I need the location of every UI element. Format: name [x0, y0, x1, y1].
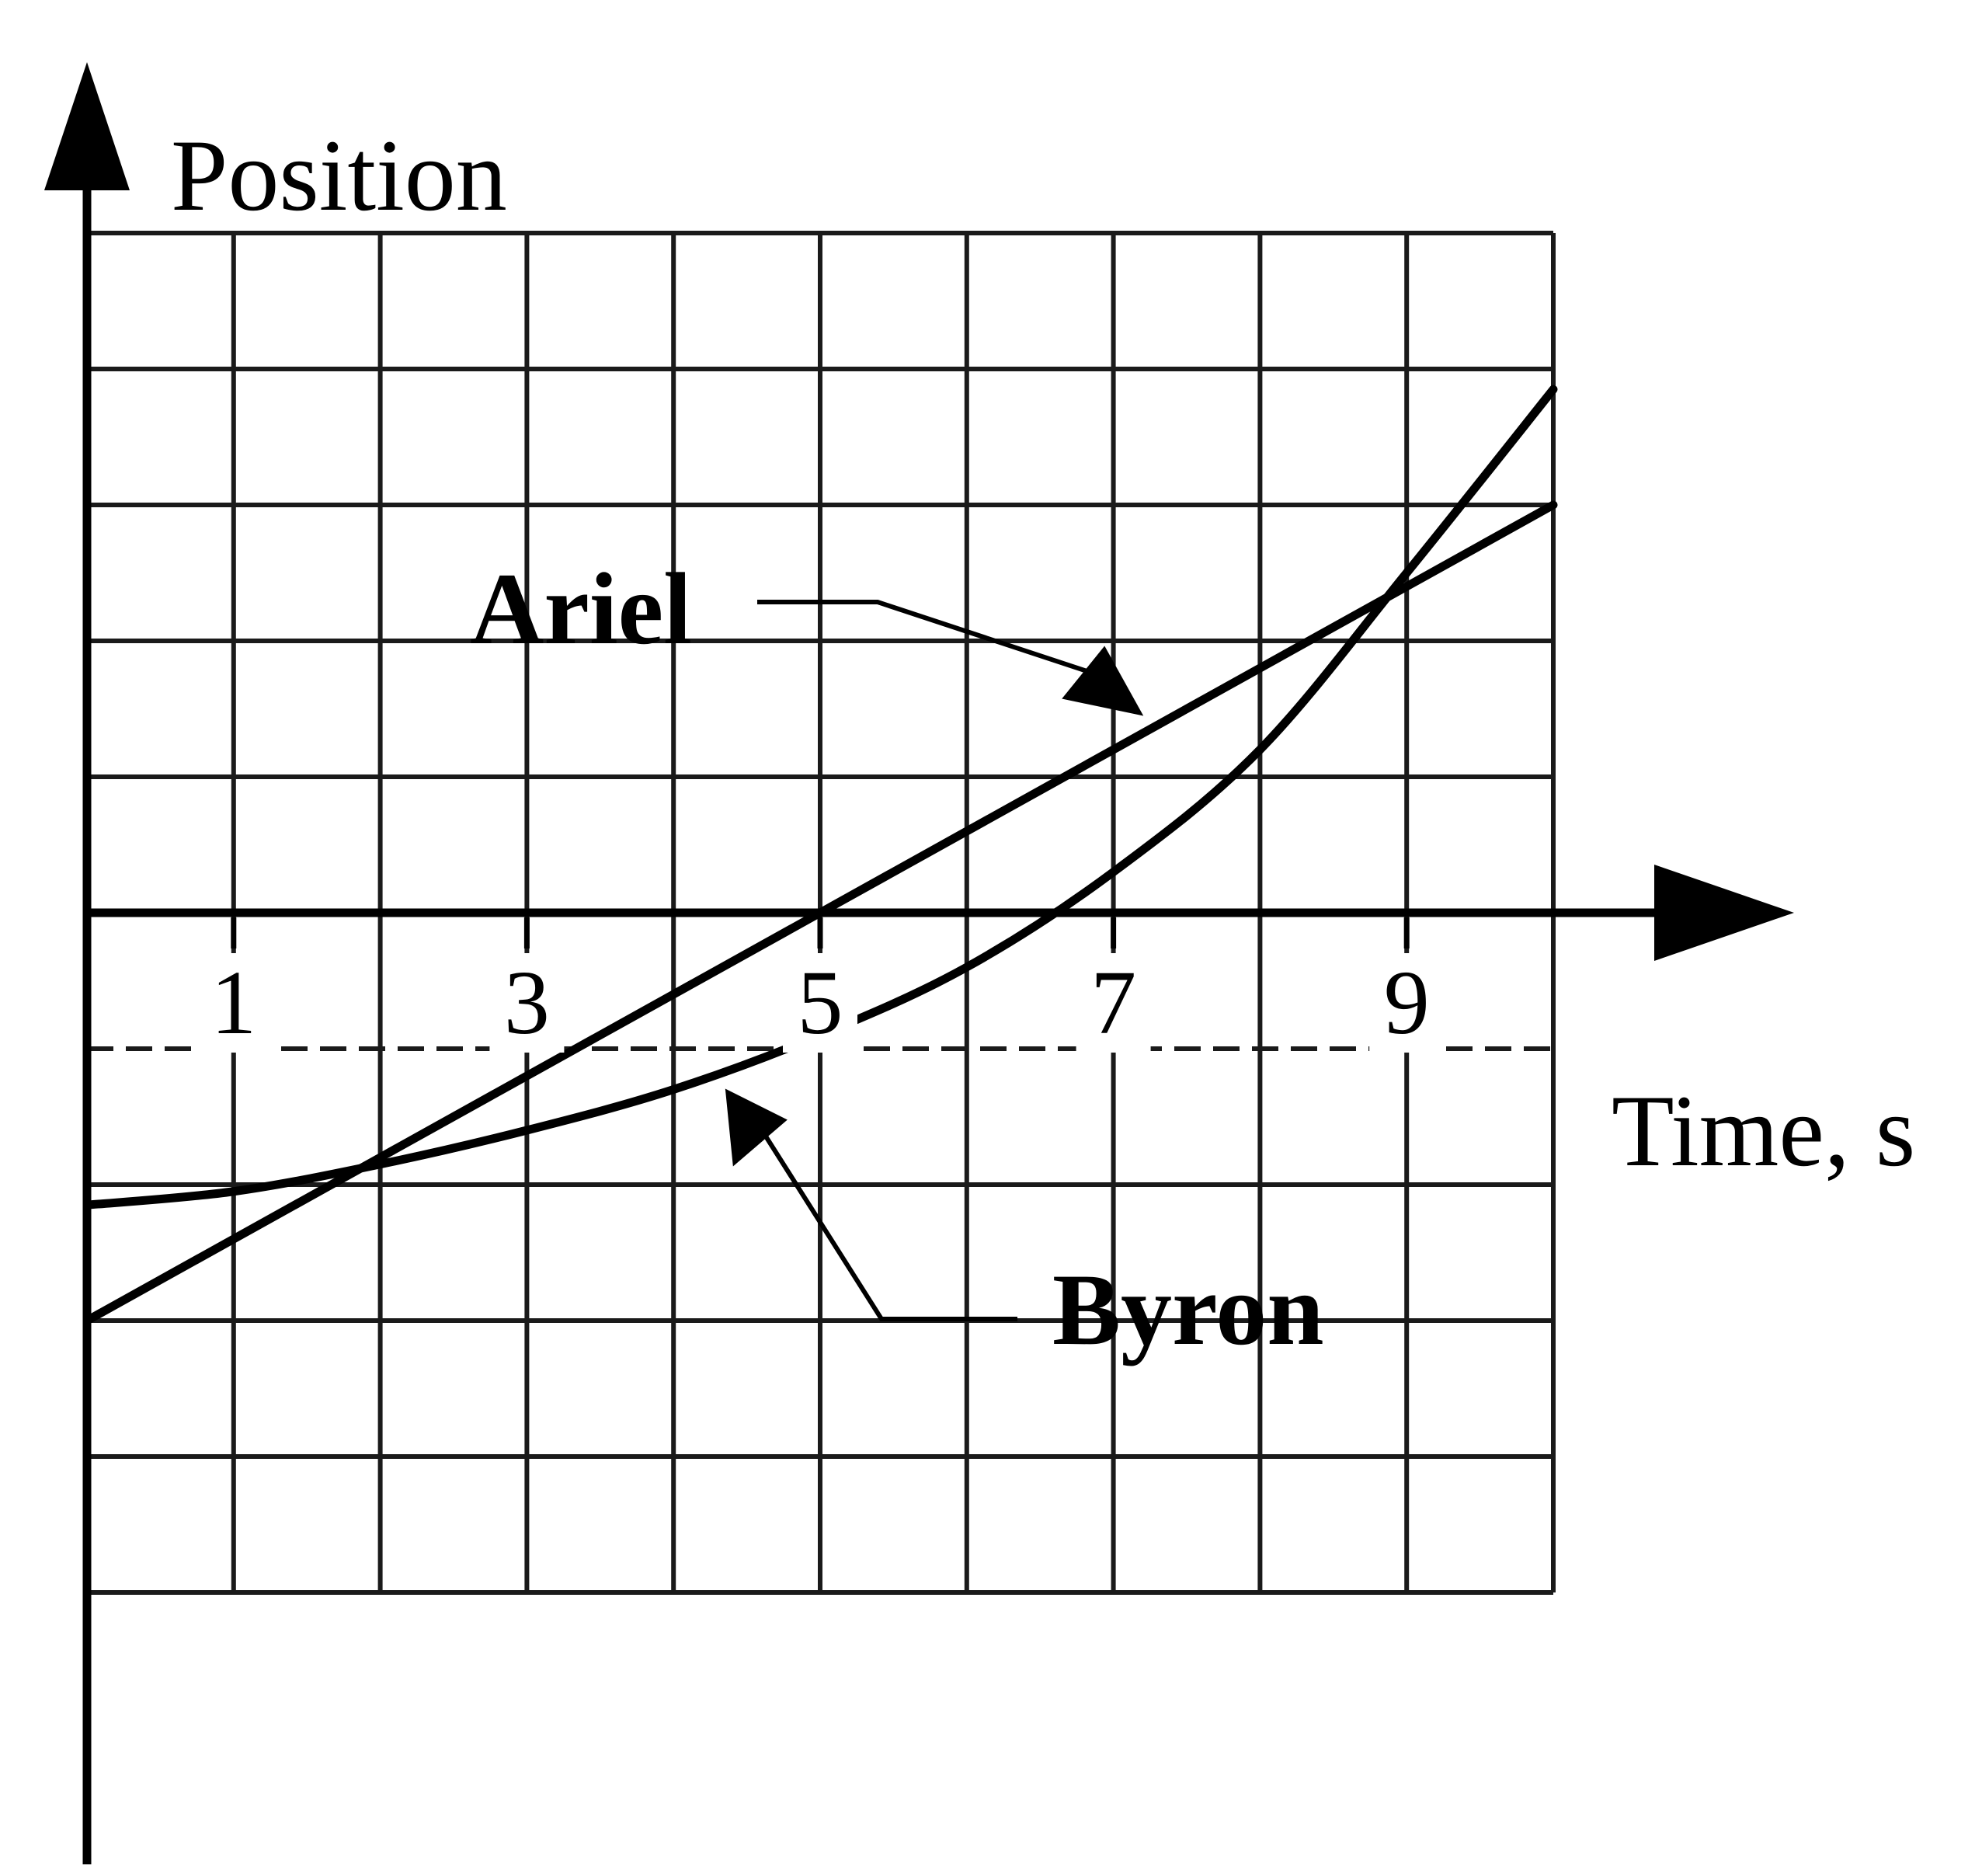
- series-label-byron: Byron: [1052, 1252, 1324, 1366]
- y-axis-arrow: [44, 62, 130, 190]
- tick-labels: [196, 917, 1444, 1053]
- x-tick-label: 5: [797, 952, 843, 1053]
- x-tick-label: 1: [210, 952, 257, 1053]
- series-label-ariel: Ariel: [470, 552, 692, 666]
- leader-line-byron: [760, 1128, 1017, 1320]
- leader-arrowhead-ariel: [1062, 646, 1143, 716]
- x-axis-arrow: [1654, 865, 1794, 961]
- annotations: [470, 552, 1324, 1366]
- y-axis-title: Position: [171, 118, 507, 232]
- x-tick-label: 9: [1383, 952, 1430, 1053]
- x-tick-label: 3: [503, 952, 550, 1053]
- x-tick-label: 7: [1090, 952, 1137, 1053]
- x-axis-title: Time, s: [1612, 1074, 1916, 1188]
